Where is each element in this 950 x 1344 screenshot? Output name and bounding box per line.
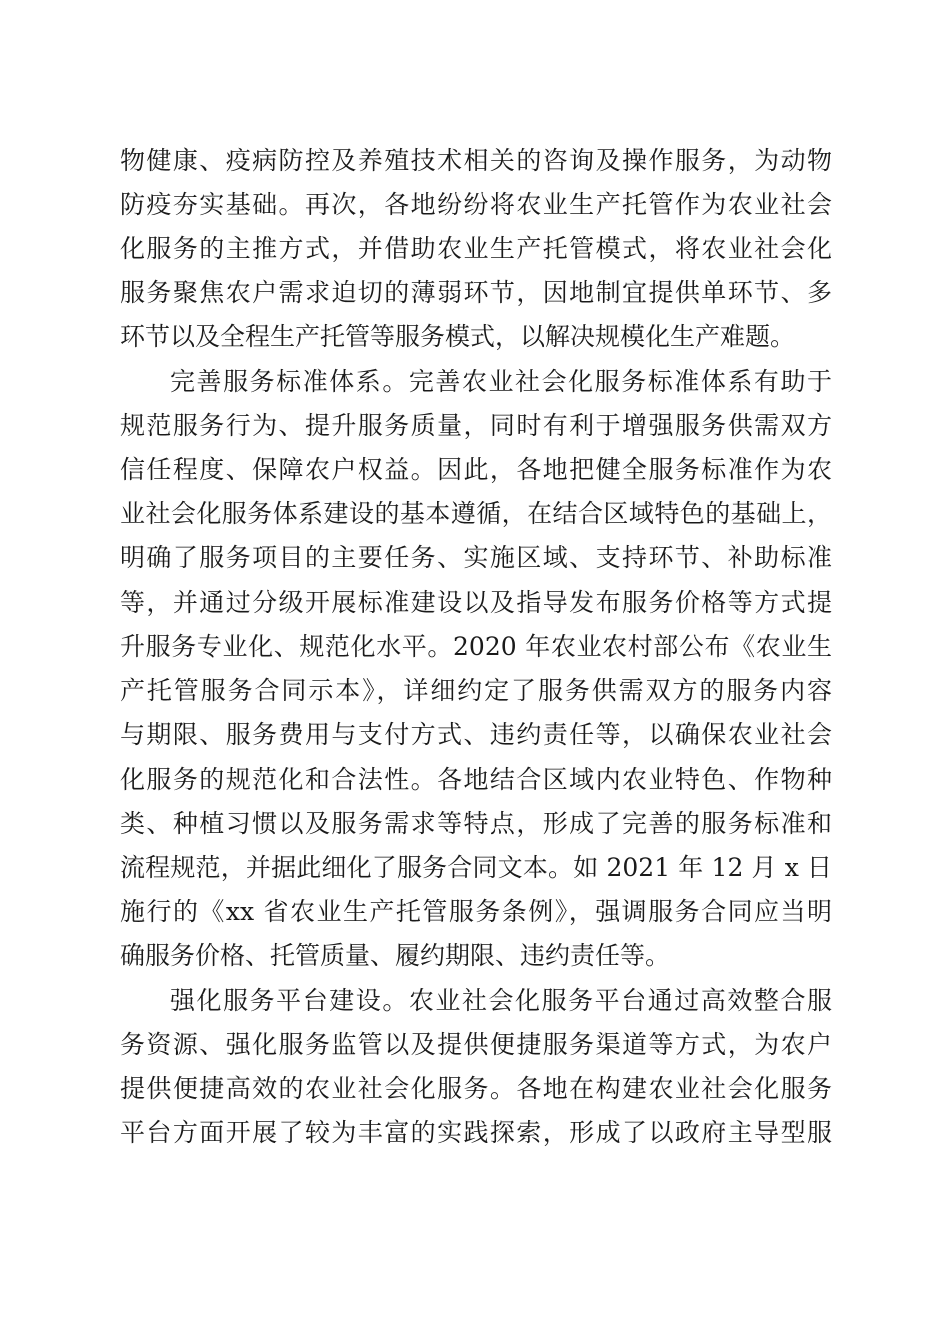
text-line: 流程规范，并据此细化了服务合同文本。如 2021 年 12 月 x 日: [120, 853, 832, 882]
text-line: 确服务价格、托管质量、履约期限、违约责任等。: [120, 941, 671, 970]
text-line: 务资源、强化服务监管以及提供便捷服务渠道等方式，为农户: [120, 1030, 832, 1059]
paragraph-heading-line: 强化服务平台建设。农业社会化服务平台通过高效整合服: [170, 986, 832, 1015]
text-line: 防疫夯实基础。再次，各地纷纷将农业生产托管作为农业社会: [120, 190, 832, 219]
text-line: 化服务的规范化和合法性。各地结合区域内农业特色、作物种: [120, 765, 832, 794]
text-line: 类、种植习惯以及服务需求等特点，形成了完善的服务标准和: [120, 809, 832, 838]
text-line: 施行的《xx 省农业生产托管服务条例》，强调服务合同应当明: [120, 897, 832, 926]
text-line: 平台方面开展了较为丰富的实践探索，形成了以政府主导型服: [120, 1118, 832, 1147]
text-line: 业社会化服务体系建设的基本遵循，在结合区域特色的基础上，: [120, 499, 832, 528]
text-line: 提供便捷高效的农业社会化服务。各地在构建农业社会化服务: [120, 1074, 832, 1103]
text-line: 升服务专业化、规范化水平。2020 年农业农村部公布《农业生: [120, 632, 832, 661]
text-line: 等，并通过分级开展标准建设以及指导发布服务价格等方式提: [120, 588, 832, 617]
text-line: 产托管服务合同示本》，详细约定了服务供需双方的服务内容: [120, 676, 832, 705]
text-line: 信任程度、保障农户权益。因此，各地把健全服务标准作为农: [120, 455, 832, 484]
text-line: 化服务的主推方式，并借助农业生产托管模式，将农业社会化: [120, 234, 832, 263]
text-line: 与期限、服务费用与支付方式、违约责任等，以确保农业社会: [120, 720, 832, 749]
paragraph-heading-line: 完善服务标准体系。完善农业社会化服务标准体系有助于: [170, 367, 832, 396]
text-line: 物健康、疫病防控及养殖技术相关的咨询及操作服务，为动物: [120, 146, 832, 175]
text-line: 明确了服务项目的主要任务、实施区域、支持环节、补助标准: [120, 543, 832, 572]
text-line: 服务聚焦农户需求迫切的薄弱环节，因地制宜提供单环节、多: [120, 278, 832, 307]
text-line: 环节以及全程生产托管等服务模式，以解决规模化生产难题。: [120, 322, 796, 351]
text-line: 规范服务行为、提升服务质量，同时有利于增强服务供需双方: [120, 411, 832, 440]
